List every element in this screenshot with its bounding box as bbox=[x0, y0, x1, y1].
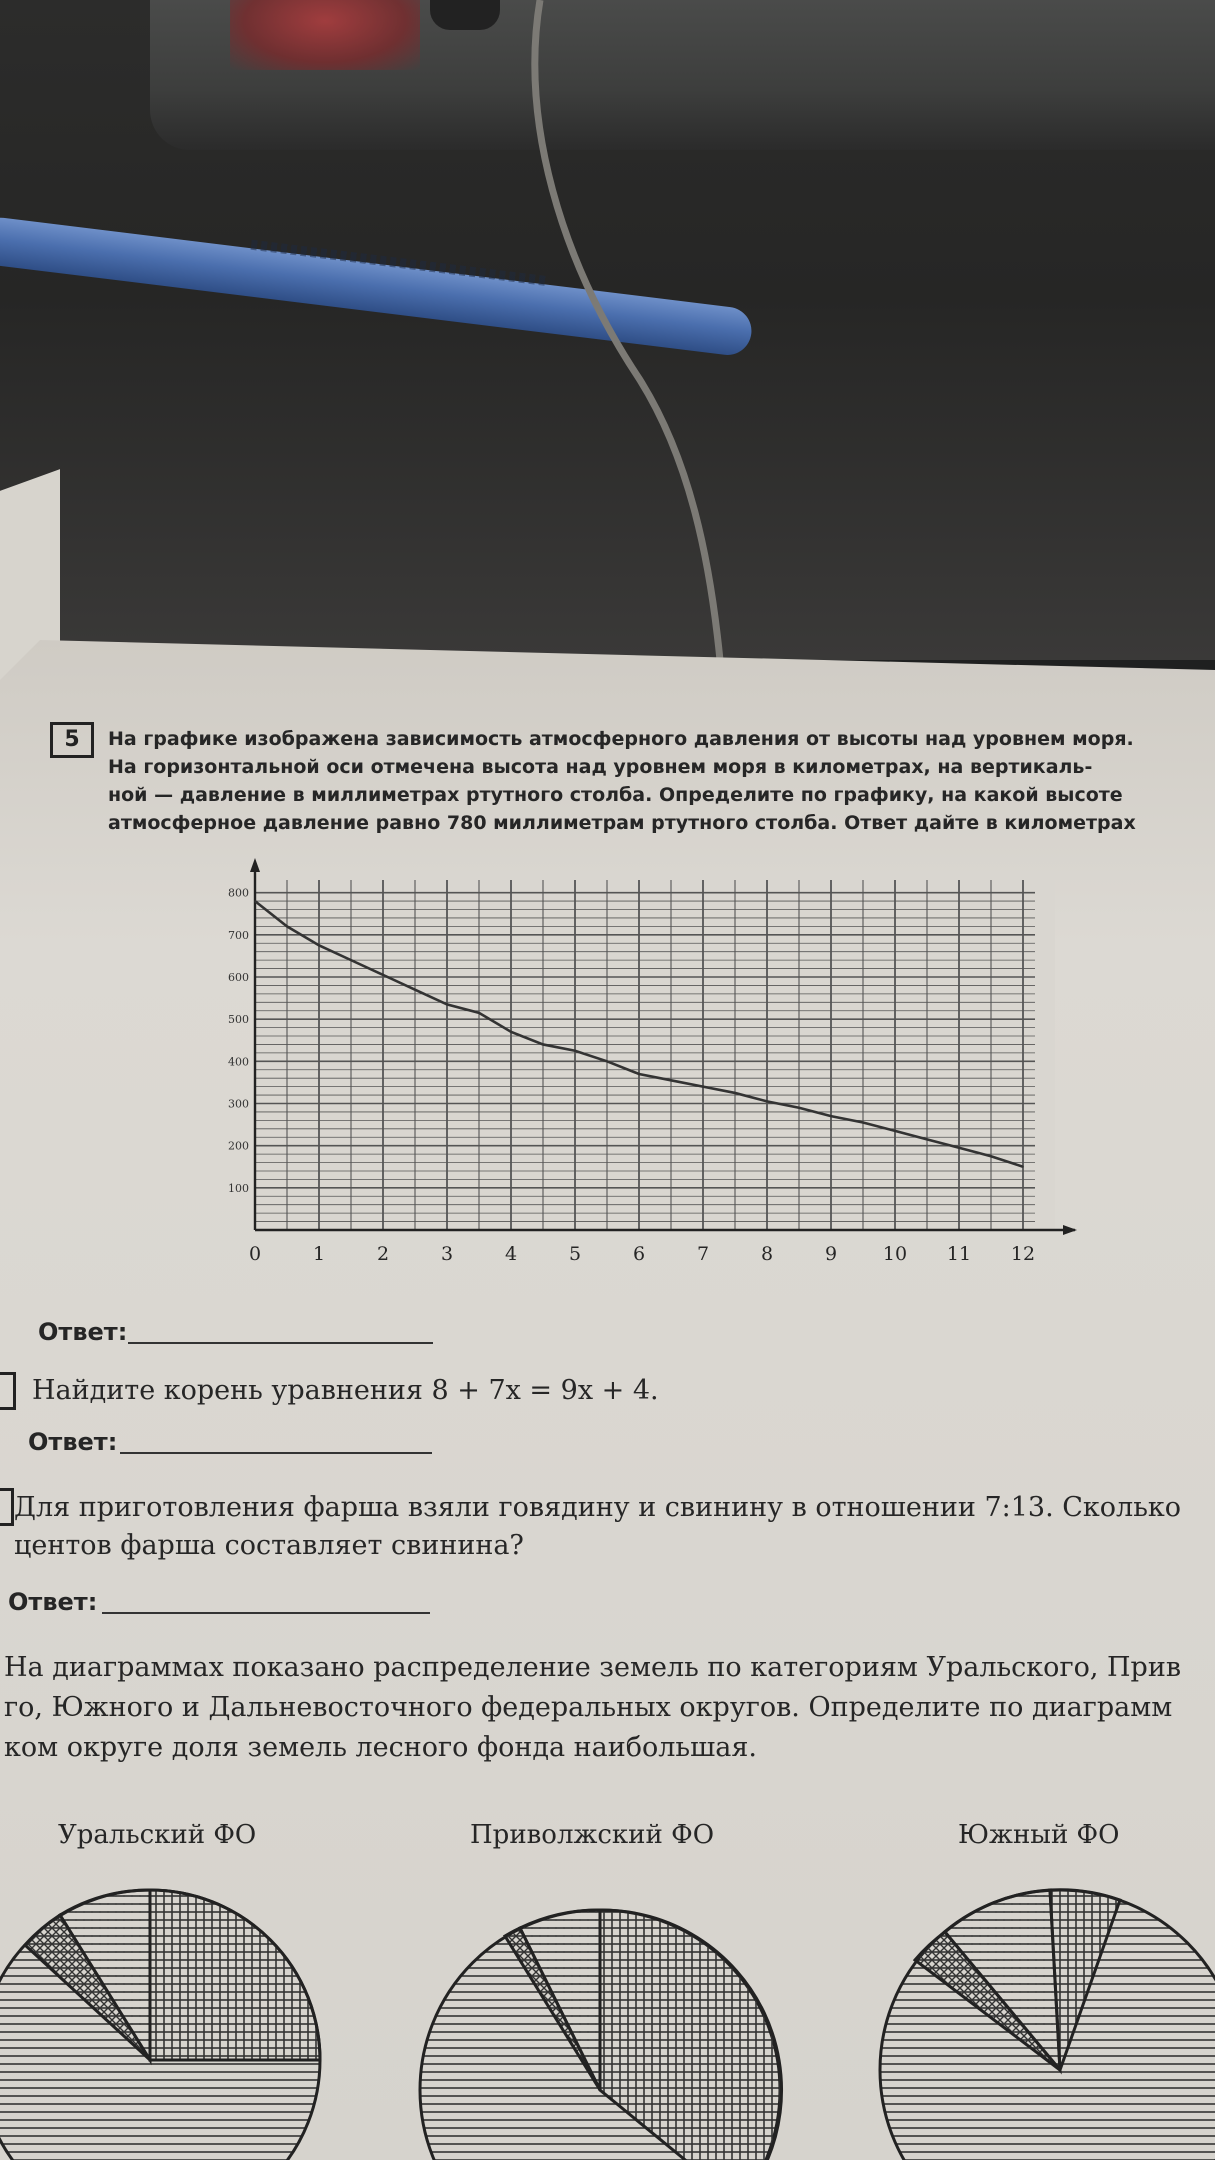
problem6-answer-label: Ответ: bbox=[28, 1428, 118, 1456]
y-axis-arrow bbox=[250, 858, 260, 872]
x-tick-label: 8 bbox=[760, 1243, 774, 1265]
data-point bbox=[542, 1044, 544, 1046]
x-tick-label: 11 bbox=[946, 1243, 972, 1265]
x-axis-arrow bbox=[1063, 1225, 1077, 1235]
y-tick-label: 700 bbox=[228, 928, 249, 942]
chart-plot-area bbox=[255, 880, 1055, 1230]
x-tick-label: 1 bbox=[312, 1243, 326, 1265]
data-point bbox=[606, 1061, 608, 1063]
problem6-text: Найдите корень уравнения 8 + 7x = 9x + 4. bbox=[32, 1375, 659, 1406]
pressure-altitude-chart bbox=[195, 855, 1095, 1275]
task-number-6-box bbox=[0, 1372, 16, 1410]
y-tick-label: 200 bbox=[228, 1139, 249, 1153]
data-point bbox=[478, 1012, 480, 1014]
data-point bbox=[862, 1122, 864, 1124]
data-point bbox=[766, 1101, 768, 1103]
data-point bbox=[510, 1031, 512, 1033]
data-point bbox=[286, 926, 288, 928]
y-tick-label: 400 bbox=[228, 1055, 249, 1069]
pie-privolzhsky bbox=[420, 1910, 782, 2160]
x-tick-label: 7 bbox=[696, 1243, 710, 1265]
problem7-line-2: центов фарша составляет свинина? bbox=[14, 1530, 524, 1561]
data-point bbox=[702, 1086, 704, 1088]
desk-background bbox=[0, 0, 1215, 660]
data-point bbox=[254, 900, 256, 902]
data-point bbox=[926, 1139, 928, 1141]
x-tick-label: 10 bbox=[882, 1243, 908, 1265]
task-number-5: 5 bbox=[50, 722, 94, 758]
pie-yuzhny bbox=[880, 1890, 1215, 2160]
x-tick-label: 9 bbox=[824, 1243, 838, 1265]
pie-charts bbox=[0, 1860, 1215, 2160]
y-tick-label: 500 bbox=[228, 1013, 249, 1027]
problem5-answer-line[interactable] bbox=[128, 1342, 433, 1344]
problem6-answer-line[interactable] bbox=[120, 1452, 432, 1454]
task-number-7-box bbox=[0, 1488, 14, 1526]
data-point bbox=[670, 1080, 672, 1082]
x-tick-label: 12 bbox=[1010, 1243, 1036, 1265]
data-point bbox=[574, 1050, 576, 1052]
data-point bbox=[734, 1092, 736, 1094]
pie-title-yuzhny: Южный ФО bbox=[958, 1820, 1120, 1850]
y-tick-label: 800 bbox=[228, 886, 249, 900]
data-point bbox=[958, 1147, 960, 1149]
problem5-line-4: атмосферное давление равно 780 миллиметрам ртутного столба. Ответ дайте в километрах bbox=[108, 812, 1136, 834]
data-point bbox=[318, 945, 320, 947]
problem5-line-1: На графике изображена зависимость атмосферного давления от высоты над уровнем моря. bbox=[108, 728, 1134, 750]
problem5-answer-label: Ответ: bbox=[38, 1318, 128, 1346]
data-point bbox=[798, 1107, 800, 1109]
data-point bbox=[382, 974, 384, 976]
y-tick-label: 300 bbox=[228, 1097, 249, 1111]
problem5-line-2: На горизонтальной оси отмечена высота над уровнем моря в километрах, на вертикаль- bbox=[108, 756, 1093, 778]
data-point bbox=[1022, 1166, 1024, 1168]
pie-ural bbox=[0, 1890, 320, 2160]
problem7-answer-label: Ответ: bbox=[8, 1588, 98, 1616]
problem8-line-3: ком округе доля земель лесного фонда наибольшая. bbox=[4, 1732, 757, 1763]
y-tick-label: 600 bbox=[228, 970, 249, 984]
x-tick-label: 5 bbox=[568, 1243, 582, 1265]
problem8-line-2: го, Южного и Дальневосточного федеральных округов. Определите по диаграмм bbox=[4, 1692, 1173, 1723]
pie-title-ural: Уральский ФО bbox=[58, 1820, 257, 1850]
x-tick-label: 4 bbox=[504, 1243, 518, 1265]
problem5-line-3: ной — давление в миллиметрах ртутного столба. Определите по графику, на какой высоте bbox=[108, 784, 1123, 806]
data-point bbox=[350, 959, 352, 961]
x-tick-label: 2 bbox=[376, 1243, 390, 1265]
data-point bbox=[990, 1155, 992, 1157]
x-tick-label: 6 bbox=[632, 1243, 646, 1265]
pie-title-privolzhsky: Приволжский ФО bbox=[470, 1820, 715, 1850]
data-point bbox=[414, 989, 416, 991]
data-point bbox=[446, 1004, 448, 1006]
x-tick-label: 3 bbox=[440, 1243, 454, 1265]
data-point bbox=[830, 1115, 832, 1117]
data-point bbox=[638, 1073, 640, 1075]
problem8-line-1: На диаграммах показано распределение земель по категориям Уральского, Прив bbox=[4, 1652, 1182, 1683]
problem7-answer-line[interactable] bbox=[102, 1612, 430, 1614]
data-point bbox=[894, 1130, 896, 1132]
y-tick-label: 100 bbox=[228, 1181, 249, 1195]
x-tick-label: 0 bbox=[248, 1243, 262, 1265]
cable bbox=[0, 0, 1215, 660]
problem7-line-1: Для приготовления фарша взяли говядину и свинину в отношении 7:13. Сколько bbox=[14, 1492, 1182, 1523]
